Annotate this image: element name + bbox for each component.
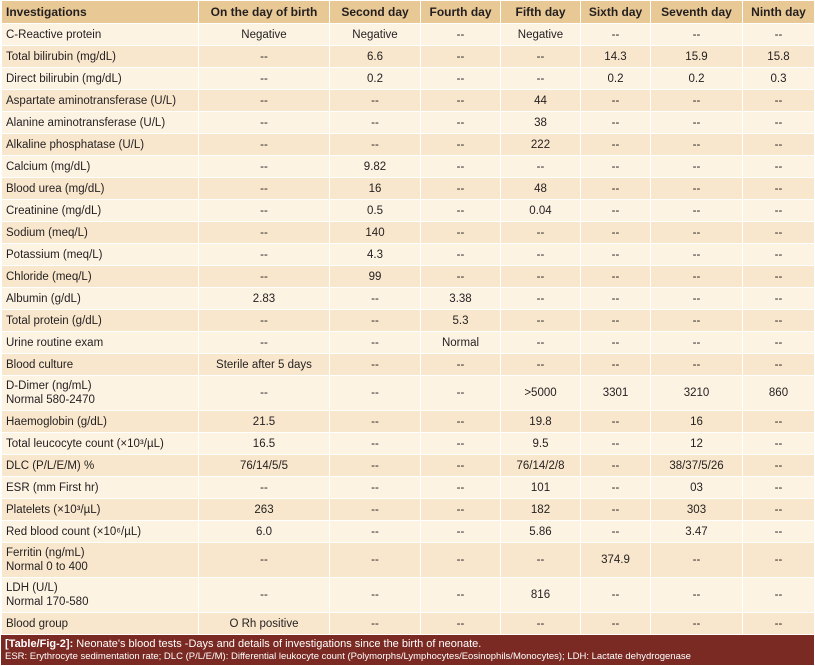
value-cell: 3301 <box>581 376 651 411</box>
investigation-label: Calcium (mg/dL) <box>6 160 91 173</box>
value-cell: -- <box>421 222 501 244</box>
value-cell: -- <box>421 68 501 90</box>
value-cell: -- <box>651 200 743 222</box>
value-cell: -- <box>330 455 421 477</box>
value-cell: -- <box>501 332 581 354</box>
value-cell: 03 <box>651 477 743 499</box>
investigation-cell <box>2 90 199 112</box>
table-header-row <box>2 1 815 24</box>
value-cell: -- <box>501 244 581 266</box>
value-cell: -- <box>743 354 815 376</box>
table-row <box>2 134 815 156</box>
value-cell: -- <box>581 266 651 288</box>
table-row <box>2 455 815 477</box>
investigation-label: Sodium (meq/L) <box>6 226 88 239</box>
table-row <box>2 477 815 499</box>
investigation-label: Total bilirubin (mg/dL) <box>6 50 116 63</box>
value-cell: -- <box>581 244 651 266</box>
caption-text: Neonate's blood tests -Days and details of investigations since the birth of neonate. <box>73 638 482 650</box>
value-cell: -- <box>501 222 581 244</box>
value-cell: -- <box>581 178 651 200</box>
table-row <box>2 222 815 244</box>
value-cell: 182 <box>501 499 581 521</box>
table-row <box>2 310 815 332</box>
investigation-label: Platelets (×10³/µL) <box>6 503 101 516</box>
investigation-cell <box>2 244 199 266</box>
value-cell: -- <box>199 376 330 411</box>
value-cell: -- <box>199 578 330 613</box>
value-cell: -- <box>651 332 743 354</box>
value-cell: -- <box>651 288 743 310</box>
value-cell: -- <box>199 200 330 222</box>
value-cell: -- <box>651 244 743 266</box>
value-cell: -- <box>421 477 501 499</box>
investigation-cell <box>2 543 199 578</box>
value-cell: -- <box>743 200 815 222</box>
value-cell: 0.2 <box>581 68 651 90</box>
table-row <box>2 46 815 68</box>
value-cell: 140 <box>330 222 421 244</box>
column-header: Sixth day <box>581 1 651 24</box>
value-cell: 6.0 <box>199 521 330 543</box>
investigation-cell <box>2 288 199 310</box>
value-cell: -- <box>199 178 330 200</box>
value-cell: -- <box>743 288 815 310</box>
table-row <box>2 354 815 376</box>
value-cell: -- <box>581 156 651 178</box>
value-cell: -- <box>651 613 743 635</box>
value-cell: -- <box>581 499 651 521</box>
table-row <box>2 178 815 200</box>
value-cell: -- <box>743 134 815 156</box>
investigation-label: Alkaline phosphatase (U/L) <box>6 138 145 151</box>
value-cell: -- <box>581 24 651 46</box>
value-cell: Normal <box>421 332 501 354</box>
value-cell: -- <box>581 477 651 499</box>
value-cell: Negative <box>330 24 421 46</box>
value-cell: -- <box>651 543 743 578</box>
investigation-cell <box>2 613 199 635</box>
value-cell: -- <box>330 354 421 376</box>
investigation-cell <box>2 134 199 156</box>
table-row <box>2 244 815 266</box>
value-cell: -- <box>743 244 815 266</box>
value-cell: -- <box>581 578 651 613</box>
investigation-label: LDH (U/L) <box>6 582 58 594</box>
value-cell: 16.5 <box>199 433 330 455</box>
value-cell: 5.86 <box>501 521 581 543</box>
value-cell: 6.6 <box>330 46 421 68</box>
value-cell: -- <box>651 156 743 178</box>
normal-range-label: Normal 170-580 <box>6 596 89 608</box>
caption-abbreviations: ESR: Erythrocyte sedimentation rate; DLC (P/L/E/M): Differential leukocyte count (Polymorphs/Lymphocytes/Eosinophils/Monocytes); LDH: Lactate dehydrogenase <box>5 651 691 662</box>
value-cell: 44 <box>501 90 581 112</box>
value-cell: -- <box>581 521 651 543</box>
value-cell: -- <box>330 521 421 543</box>
value-cell: -- <box>421 613 501 635</box>
investigation-cell <box>2 46 199 68</box>
value-cell: 48 <box>501 178 581 200</box>
value-cell: -- <box>199 68 330 90</box>
value-cell: -- <box>421 266 501 288</box>
value-cell: -- <box>743 112 815 134</box>
value-cell: -- <box>651 310 743 332</box>
normal-range-label: Normal 0 to 400 <box>6 561 88 573</box>
table-row <box>2 543 815 578</box>
value-cell: -- <box>501 156 581 178</box>
column-header: On the day of birth <box>199 1 330 24</box>
value-cell: -- <box>581 222 651 244</box>
value-cell: -- <box>743 455 815 477</box>
value-cell: -- <box>651 24 743 46</box>
value-cell: -- <box>421 521 501 543</box>
value-cell: -- <box>421 134 501 156</box>
value-cell: -- <box>199 222 330 244</box>
investigation-cell <box>2 477 199 499</box>
caption-label: [Table/Fig-2]: <box>5 638 74 650</box>
value-cell: -- <box>743 411 815 433</box>
column-header: Second day <box>330 1 421 24</box>
value-cell: >5000 <box>501 376 581 411</box>
value-cell: -- <box>330 332 421 354</box>
value-cell: 76/14/2/8 <box>501 455 581 477</box>
value-cell: -- <box>743 578 815 613</box>
value-cell: Negative <box>501 24 581 46</box>
value-cell: -- <box>421 244 501 266</box>
value-cell: -- <box>743 433 815 455</box>
value-cell: 12 <box>651 433 743 455</box>
value-cell: -- <box>581 411 651 433</box>
value-cell: -- <box>421 156 501 178</box>
value-cell: 0.2 <box>651 68 743 90</box>
table-row <box>2 68 815 90</box>
value-cell: -- <box>501 288 581 310</box>
investigation-label: Red blood count (×10⁶/µL) <box>6 525 142 538</box>
value-cell: -- <box>421 578 501 613</box>
value-cell: -- <box>743 310 815 332</box>
value-cell: -- <box>199 332 330 354</box>
value-cell: -- <box>199 543 330 578</box>
value-cell: -- <box>330 433 421 455</box>
value-cell: -- <box>581 112 651 134</box>
table-row <box>2 578 815 613</box>
value-cell: -- <box>199 112 330 134</box>
value-cell: 3.47 <box>651 521 743 543</box>
table-row <box>2 332 815 354</box>
value-cell: -- <box>651 222 743 244</box>
investigation-label: Chloride (meq/L) <box>6 270 92 283</box>
value-cell: 4.3 <box>330 244 421 266</box>
value-cell: -- <box>421 376 501 411</box>
value-cell: 38/37/5/26 <box>651 455 743 477</box>
value-cell: 222 <box>501 134 581 156</box>
value-cell: -- <box>743 477 815 499</box>
value-cell: -- <box>199 266 330 288</box>
value-cell: -- <box>581 455 651 477</box>
value-cell: 9.82 <box>330 156 421 178</box>
value-cell: 76/14/5/5 <box>199 455 330 477</box>
value-cell: -- <box>501 68 581 90</box>
value-cell: -- <box>330 90 421 112</box>
value-cell: 3210 <box>651 376 743 411</box>
investigation-cell <box>2 24 199 46</box>
value-cell: -- <box>743 332 815 354</box>
table-row <box>2 266 815 288</box>
value-cell: -- <box>743 90 815 112</box>
value-cell: 0.04 <box>501 200 581 222</box>
column-header: Fourth day <box>421 1 501 24</box>
value-cell: -- <box>199 134 330 156</box>
value-cell: -- <box>743 222 815 244</box>
table-row <box>2 613 815 635</box>
column-header: Seventh day <box>651 1 743 24</box>
investigation-label: Total leucocyte count (×10³/µL) <box>6 437 164 450</box>
investigation-label: Alanine aminotransferase (U/L) <box>6 116 166 129</box>
table-row <box>2 433 815 455</box>
value-cell: -- <box>651 266 743 288</box>
value-cell: 0.3 <box>743 68 815 90</box>
value-cell: -- <box>581 433 651 455</box>
table-row <box>2 112 815 134</box>
table-row <box>2 411 815 433</box>
investigation-label: Blood culture <box>6 358 74 371</box>
column-header: Investigations <box>2 1 199 24</box>
table-row <box>2 499 815 521</box>
value-cell: -- <box>330 112 421 134</box>
value-cell: -- <box>330 477 421 499</box>
investigation-cell <box>2 411 199 433</box>
value-cell: 38 <box>501 112 581 134</box>
table-figure <box>1 0 814 665</box>
value-cell: -- <box>501 46 581 68</box>
value-cell: -- <box>421 90 501 112</box>
table-caption <box>1 635 814 665</box>
value-cell: -- <box>743 613 815 635</box>
value-cell: -- <box>199 310 330 332</box>
value-cell: 5.3 <box>421 310 501 332</box>
investigation-label: Albumin (g/dL) <box>6 292 81 305</box>
value-cell: O Rh positive <box>199 613 330 635</box>
value-cell: 19.8 <box>501 411 581 433</box>
investigation-cell <box>2 222 199 244</box>
value-cell: -- <box>501 266 581 288</box>
value-cell: -- <box>199 156 330 178</box>
table-row <box>2 521 815 543</box>
value-cell: 15.9 <box>651 46 743 68</box>
table-row <box>2 90 815 112</box>
value-cell: -- <box>421 112 501 134</box>
value-cell: 0.2 <box>330 68 421 90</box>
table-row <box>2 376 815 411</box>
value-cell: -- <box>421 46 501 68</box>
investigation-cell <box>2 433 199 455</box>
investigation-label: Total protein (g/dL) <box>6 314 102 327</box>
investigation-label: Direct bilirubin (mg/dL) <box>6 72 122 85</box>
value-cell: -- <box>651 112 743 134</box>
investigation-cell <box>2 376 199 411</box>
value-cell: -- <box>743 178 815 200</box>
value-cell: -- <box>581 90 651 112</box>
value-cell: 816 <box>501 578 581 613</box>
value-cell: -- <box>421 499 501 521</box>
investigation-label: ESR (mm First hr) <box>6 481 99 494</box>
investigation-label: Blood group <box>6 617 69 630</box>
value-cell: -- <box>743 543 815 578</box>
value-cell: -- <box>199 477 330 499</box>
value-cell: -- <box>501 613 581 635</box>
value-cell: 3.38 <box>421 288 501 310</box>
value-cell: -- <box>421 411 501 433</box>
value-cell: -- <box>501 543 581 578</box>
value-cell: -- <box>421 24 501 46</box>
value-cell: -- <box>581 310 651 332</box>
table-row <box>2 24 815 46</box>
value-cell: -- <box>651 354 743 376</box>
value-cell: 21.5 <box>199 411 330 433</box>
table-row <box>2 156 815 178</box>
value-cell: -- <box>421 433 501 455</box>
value-cell: -- <box>501 310 581 332</box>
value-cell: -- <box>743 266 815 288</box>
value-cell: -- <box>330 499 421 521</box>
value-cell: 16 <box>651 411 743 433</box>
investigation-cell <box>2 200 199 222</box>
table-row <box>2 288 815 310</box>
blood-tests-table <box>1 0 815 635</box>
value-cell: 860 <box>743 376 815 411</box>
investigation-cell <box>2 266 199 288</box>
value-cell: 15.8 <box>743 46 815 68</box>
value-cell: Sterile after 5 days <box>199 354 330 376</box>
value-cell: -- <box>421 200 501 222</box>
value-cell: -- <box>651 90 743 112</box>
investigation-cell <box>2 499 199 521</box>
value-cell: -- <box>330 543 421 578</box>
value-cell: 374.9 <box>581 543 651 578</box>
value-cell: 99 <box>330 266 421 288</box>
investigation-label: Potassium (meq/L) <box>6 248 103 261</box>
value-cell: -- <box>421 455 501 477</box>
investigation-cell <box>2 68 199 90</box>
table-row <box>2 200 815 222</box>
value-cell: -- <box>330 288 421 310</box>
value-cell: -- <box>581 354 651 376</box>
value-cell: -- <box>581 613 651 635</box>
investigation-label: Aspartate aminotransferase (U/L) <box>6 94 177 107</box>
value-cell: -- <box>581 332 651 354</box>
investigation-label: D-Dimer (ng/mL) <box>6 380 92 392</box>
value-cell: 0.5 <box>330 200 421 222</box>
value-cell: -- <box>743 24 815 46</box>
investigation-cell <box>2 310 199 332</box>
value-cell: -- <box>743 521 815 543</box>
column-header: Ninth day <box>743 1 815 24</box>
value-cell: -- <box>330 613 421 635</box>
value-cell: -- <box>421 178 501 200</box>
value-cell: 9.5 <box>501 433 581 455</box>
value-cell: 2.83 <box>199 288 330 310</box>
value-cell: -- <box>743 156 815 178</box>
value-cell: 101 <box>501 477 581 499</box>
value-cell: -- <box>501 354 581 376</box>
value-cell: -- <box>199 90 330 112</box>
investigation-cell <box>2 112 199 134</box>
investigation-label: Blood urea (mg/dL) <box>6 182 105 195</box>
value-cell: -- <box>581 200 651 222</box>
investigation-label: C-Reactive protein <box>6 28 102 41</box>
value-cell: Negative <box>199 24 330 46</box>
value-cell: -- <box>330 376 421 411</box>
value-cell: -- <box>330 411 421 433</box>
value-cell: -- <box>330 310 421 332</box>
value-cell: 263 <box>199 499 330 521</box>
investigation-label: DLC (P/L/E/M) % <box>6 459 95 472</box>
value-cell: 303 <box>651 499 743 521</box>
column-header: Fifth day <box>501 1 581 24</box>
value-cell: -- <box>421 354 501 376</box>
investigation-cell <box>2 521 199 543</box>
value-cell: -- <box>330 578 421 613</box>
value-cell: -- <box>330 134 421 156</box>
value-cell: -- <box>199 46 330 68</box>
value-cell: -- <box>651 178 743 200</box>
value-cell: -- <box>421 543 501 578</box>
value-cell: -- <box>581 288 651 310</box>
value-cell: -- <box>199 244 330 266</box>
investigation-cell <box>2 578 199 613</box>
investigation-cell <box>2 156 199 178</box>
value-cell: 16 <box>330 178 421 200</box>
value-cell: -- <box>651 578 743 613</box>
value-cell: -- <box>581 134 651 156</box>
investigation-label: Haemoglobin (g/dL) <box>6 415 108 428</box>
investigation-cell <box>2 354 199 376</box>
investigation-cell <box>2 455 199 477</box>
investigation-cell <box>2 332 199 354</box>
investigation-cell <box>2 178 199 200</box>
value-cell: 14.3 <box>581 46 651 68</box>
value-cell: -- <box>651 134 743 156</box>
normal-range-label: Normal 580-2470 <box>6 394 95 406</box>
value-cell: -- <box>743 499 815 521</box>
investigation-label: Ferritin (ng/mL) <box>6 547 85 559</box>
investigation-label: Creatinine (mg/dL) <box>6 204 102 217</box>
investigation-label: Urine routine exam <box>6 336 104 349</box>
